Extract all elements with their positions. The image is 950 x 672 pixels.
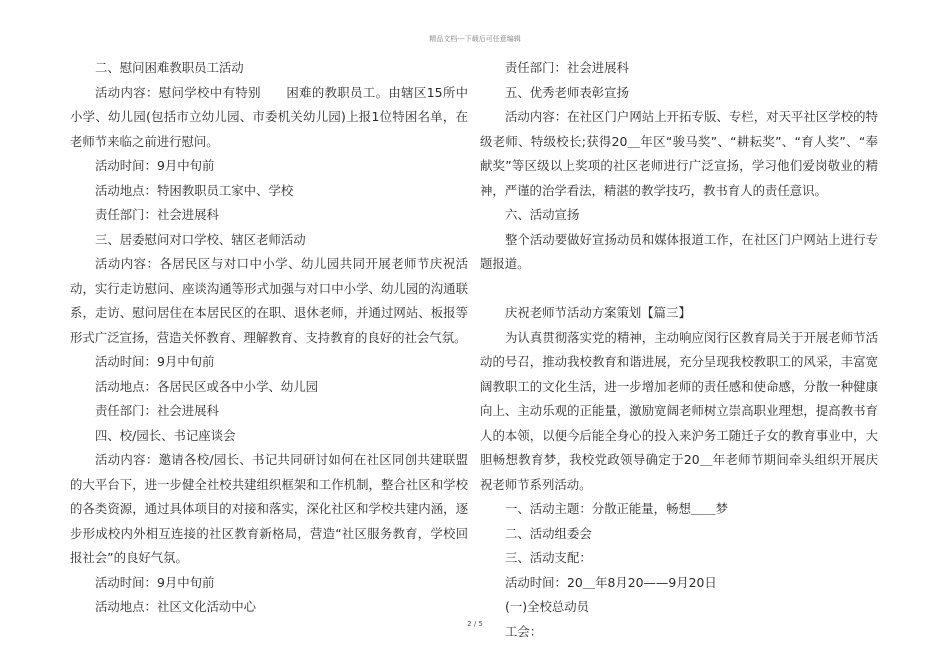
paragraph: 整个活动要做好宣扬动员和媒体报道工作，在社区门户网站上进行专题报道。 [480,231,878,271]
paragraph: 活动地点：各居民区或各中小学、幼儿园 [95,378,319,394]
paragraph: 为认真贯彻落实党的精神，主动响应闵行区教育局关于开展老师节活动的号召，推动我校教育和谐进展，充分呈现我校教职工的风采，丰富宽阔教职工的文化生活，进一步增加老师的责任感和使命感，分散一种健康向上、主动乐观的正能量，激励宽阔老师树立崇高职业理想，提高教书育人的本领，以便今后能全身心的投入来沪务工随迁子女的教育事业中，大胆畅想教育梦，我校党政领导确定于20＿年老师节期间牵头组织开展庆祝老师节系列活动。 [480,329,878,492]
paragraph: 活动时间：20＿年8月20——9月20日 [505,574,717,590]
right-column [480,56,878,644]
paragraph: 工会： [505,623,543,639]
paragraph: (一)全校总动员 [505,599,590,614]
left-column [70,56,468,620]
section-heading: 五、优秀老师表彰宣扬 [505,84,629,100]
paragraph: 活动地点：社区文化活动中心 [95,599,257,614]
page-header: 精品文档---下载后可任意编辑 [429,35,521,43]
section-heading: 二、活动组委会 [505,525,592,541]
paragraph: 活动内容：邀请各校/园长、书记共同研讨如何在社区同创共建联盟的大平台下，进一步健全社校共建组织框架和工作机制，整合社区和学校的各类资源，通过具体项目的对接和落实，深化社区和学校共建内涵，逐步形成校内外相互连接的社区教育新格局，营造“社区服务教育，学校回报社会”的良好气氛。 [70,452,468,565]
section-heading: 二、慰问困难教职员工活动 [95,60,244,75]
paragraph: 责任部门：社会进展科 [95,403,219,418]
paragraph: 责任部门：社会进展科 [505,60,629,75]
paragraph: 活动内容：在社区门户网站上开拓专版、专栏，对天平社区学校的特级老师、特级校长;获得20＿年区“骏马奖”、“耕耘奖”、“育人奖”、“奉献奖”等区级以上奖项的社区老师进行广泛宣扬，学习他们爱岗敬业的精神，严谨的治学看法，精湛的教学技巧，教书育人的责任意识。 [480,109,878,198]
paragraph: 活动时间：9月中旬前 [95,574,215,590]
section-heading: 四、校/园长、书记座谈会 [95,427,236,443]
paragraph: 活动时间：9月中旬前 [95,354,215,369]
paragraph: 活动时间：9月中旬前 [95,158,215,173]
article-title: 庆祝老师节活动方案策划【篇三】 [505,305,691,320]
paragraph: 活动地点：特困教职员工家中、学校 [95,182,294,198]
section-heading: 三、居委慰问对口学校、辖区老师活动 [95,231,306,247]
section-heading: 六、活动宣扬 [505,207,580,222]
section-heading: 三、活动支配： [505,550,592,565]
paragraph: 活动内容：慰问学校中有特别 困难的教职员工。由辖区15所中小学、幼儿园(包括市立幼儿园、市委机关幼儿园)上报1位特困名单，在老师节来临之前进行慰问。 [70,84,468,149]
paragraph: 责任部门：社会进展科 [95,207,219,222]
spacer [480,277,878,302]
paragraph: 一、活动主题：分散正能量，畅想＿＿梦 [505,501,729,516]
paragraph: 活动内容：各居民区与对口中小学、幼儿园共同开展老师节庆祝活动，实行走访慰问、座谈沟通等形式加强与对口中小学、幼儿园的沟通联系，走访、慰问居住在本居民区的在职、退休老师，并通过网站、板报等形式广泛宣扬，营造关怀教育、理解教育、支持教育的良好的社会气氛。 [70,256,468,345]
page-number: 2 / 5 [467,620,483,628]
